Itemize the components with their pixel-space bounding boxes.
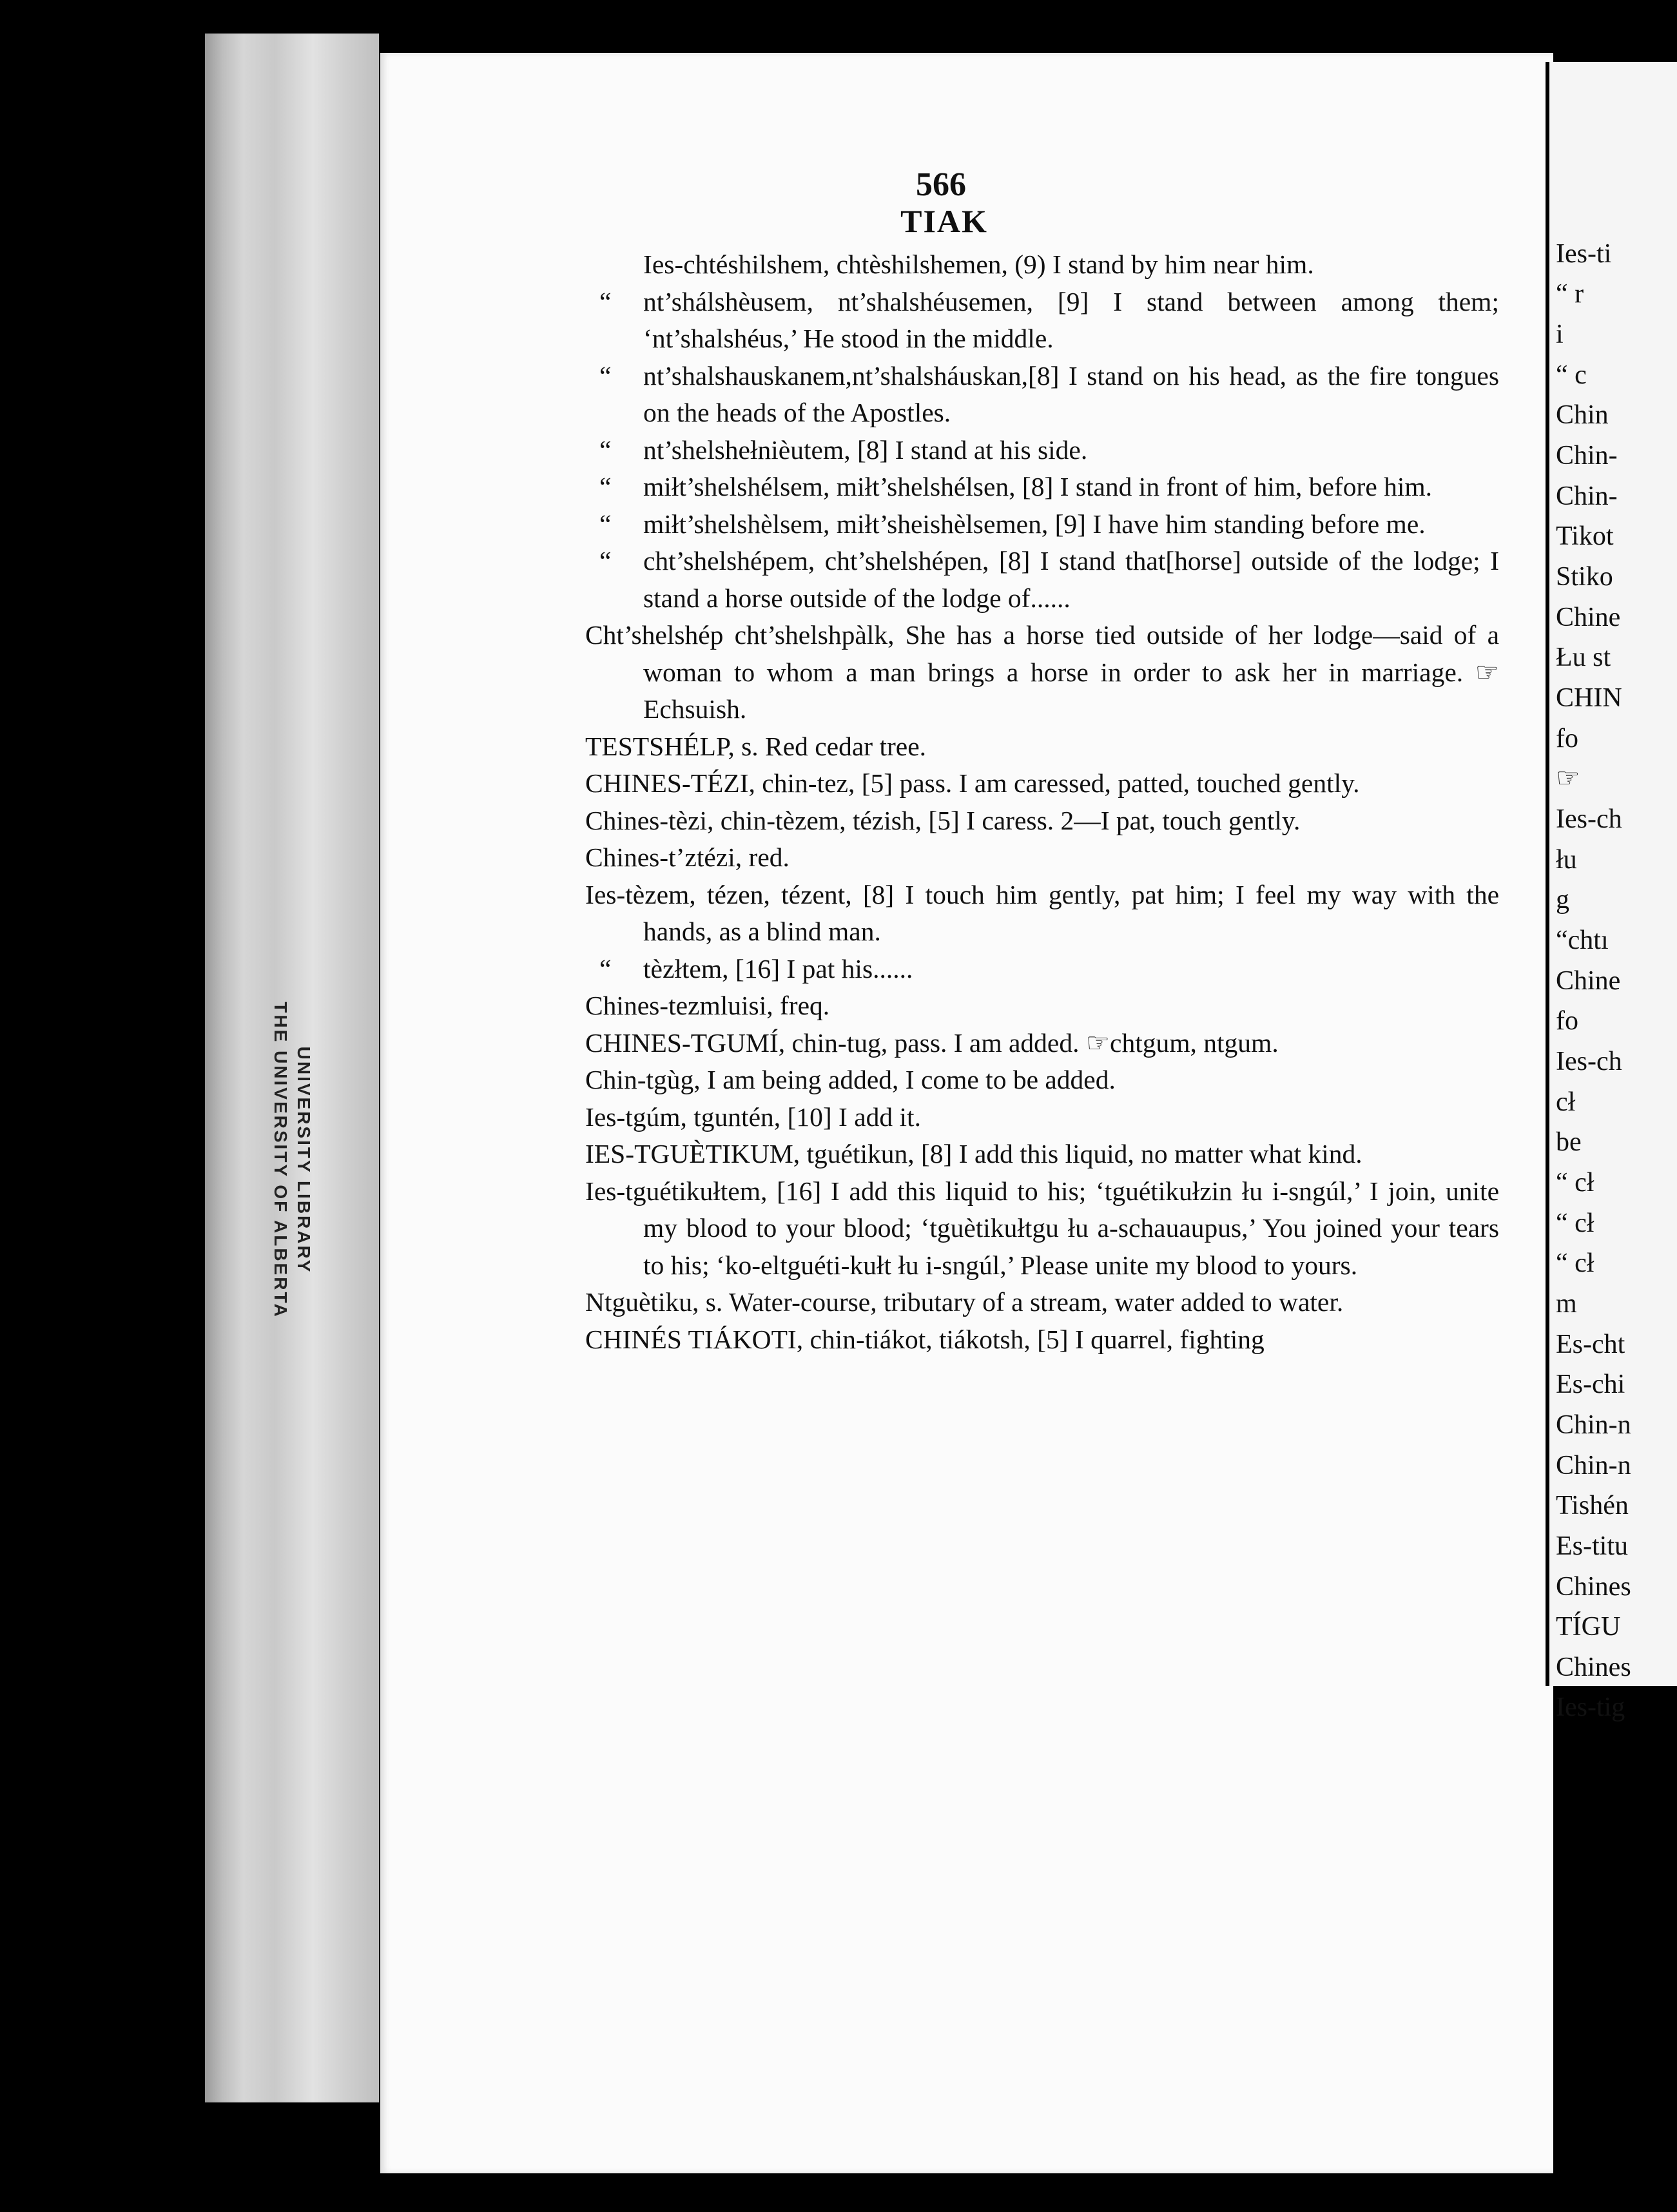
dictionary-entry [585, 1062, 1499, 1099]
entry-text: nt’shelshełnièutem, [8] I stand at his side. [643, 434, 1088, 465]
facing-page-text: Ies-ti [1556, 239, 1612, 269]
dictionary-entry [585, 728, 1499, 766]
facing-page-text: Stiko [1556, 562, 1613, 592]
entry-text: Ies-chtéshilshem, chtèshilshemen, (9) I stand by him near him. [643, 249, 1314, 279]
facing-page-text: Chin- [1556, 441, 1618, 471]
dictionary-entry [585, 617, 1499, 728]
facing-page-text: Chines [1556, 1572, 1631, 1602]
entry-text: Chines-t’ztézi, red. [585, 842, 790, 872]
facing-page-text: Ies-ch [1556, 804, 1622, 834]
entry-text: cht’shelshépem, cht’shelshépen, [8] I stand that[horse] outside of the lodge; I stand a horse outside of the lodge of...... [643, 546, 1499, 613]
entry-text: CHINES-TGUMÍ, chin-tug, pass. I am added. ☞chtgum, ntgum. [585, 1027, 1279, 1058]
facing-page-text: łu [1556, 845, 1577, 875]
dictionary-entry [585, 877, 1499, 951]
facing-page-text: Chine [1556, 603, 1621, 632]
entry-text: TESTSHÉLP, s. Red cedar tree. [585, 731, 927, 761]
entry-text: IES-TGUÈTIKUM, tguétikun, [8] I add this liquid, no matter what kind. [585, 1139, 1362, 1169]
facing-page-text: Tikot [1556, 521, 1614, 551]
ditto-mark: “ [599, 509, 612, 539]
facing-page-text: Es-titu [1556, 1531, 1628, 1561]
dictionary-entry [585, 765, 1499, 802]
facing-page-fragment [1546, 62, 1677, 1722]
facing-page-text: “chtı [1556, 926, 1609, 955]
dictionary-entry [585, 246, 1499, 284]
ditto-mark: “ [599, 953, 612, 984]
running-head: TIAK [900, 203, 988, 239]
dictionary-entry [585, 802, 1499, 840]
dictionary-entry [585, 1321, 1499, 1359]
dictionary-entry [585, 284, 1499, 358]
dictionary-entry [585, 951, 1499, 988]
facing-page-text: TÍGU [1556, 1612, 1621, 1642]
dictionary-entry [585, 1099, 1499, 1136]
facing-page-text: Łu st [1556, 643, 1611, 672]
entry-text: Ies-tèzem, tézen, tézent, [8] I touch him gently, pat him; I feel my way with the hands, as a blind man. [585, 879, 1499, 946]
entry-text: nt’shalshauskanem,nt’shalsháuskan,[8] I stand on his head, as the fire tongues on the heads of the Apostles. [643, 360, 1499, 427]
facing-page-text: Chin-n [1556, 1451, 1631, 1480]
dictionary-entry [585, 506, 1499, 543]
facing-page-text: Chin- [1556, 481, 1618, 511]
dictionary-entry [585, 1025, 1499, 1062]
entry-text: nt’shálshèusem, nt’shalshéusemen, [9] I stand between among them; ‘nt’shalshéus,’ He stood in the middle. [643, 286, 1499, 353]
entry-text: CHINES-TÉZI, chin-tez, [5] pass. I am caressed, patted, touched gently. [585, 768, 1360, 798]
entry-text: Ies-tgúm, tguntén, [10] I add it. [585, 1101, 921, 1132]
facing-page-text: Ies-tig [1556, 1693, 1625, 1722]
library-stamp [263, 928, 321, 1392]
facing-page-text: be [1556, 1127, 1582, 1157]
dictionary-entry [585, 839, 1499, 877]
facing-page-text: “ cł [1556, 1208, 1595, 1238]
entry-text: Chin-tgùg, I am being added, I come to be added. [585, 1065, 1116, 1094]
facing-page-text: “ c [1556, 360, 1587, 390]
entry-text: tèzłtem, [16] I pat his...... [643, 953, 913, 984]
dictionary-entry [585, 1136, 1499, 1173]
facing-page-text: Chin [1556, 400, 1609, 430]
ditto-mark: “ [599, 472, 612, 501]
entry-text: miłt’shelshèlsem, miłt’sheishèlsemen, [9] I have him standing before me. [643, 509, 1426, 539]
entry-list [585, 246, 1499, 1358]
dictionary-entry [585, 1284, 1499, 1321]
facing-page-text: g [1556, 885, 1569, 915]
entry-text: Ies-tguétikułtem, [16] I add this liquid to his; ‘tguétikułzin łu i-sngúl,’ I join, unite my blood to your blood; ‘tguètikułtgu łu a-schauaupus,’ You joined your tears to his; ‘ko-eltguéti-kułt łu i-sngúl,’ Please unite my blood to yours. [585, 1176, 1499, 1280]
facing-page-text: m [1556, 1289, 1577, 1319]
facing-page-text: CHIN [1556, 683, 1622, 713]
facing-page-text: “ cł [1556, 1168, 1595, 1198]
entry-text: miłt’shelshélsem, miłt’shelshélsen, [8] I stand in front of him, before him. [643, 472, 1433, 501]
facing-page-text: Chin-n [1556, 1410, 1631, 1440]
dictionary-entry [585, 1173, 1499, 1285]
stamp-line-1: UNIVERSITY LIBRARY [294, 1046, 314, 1274]
facing-page-text: Chine [1556, 966, 1621, 996]
entry-text: Chines-tèzi, chin-tèzem, tézish, [5] I caress. 2—I pat, touch gently. [585, 805, 1301, 835]
facing-page-text: fo [1556, 1006, 1578, 1036]
page-number: 566 [916, 166, 966, 203]
facing-page-text: Es-chi [1556, 1370, 1625, 1399]
ditto-mark: “ [599, 360, 612, 391]
facing-page-text: i [1556, 320, 1564, 349]
dictionary-entry [585, 432, 1499, 469]
dictionary-entry [585, 987, 1499, 1025]
stamp-line-2: THE UNIVERSITY OF ALBERTA [271, 1002, 291, 1319]
dictionary-entry [585, 543, 1499, 617]
entry-text: Chines-tezmluisi, freq. [585, 991, 830, 1020]
entry-text: Cht’shelshép cht’shelshpàlk, She has a horse tied outside of her lodge—said of a woman to whom a man brings a horse in order to ask her in marriage. ☞Echsuish. [585, 620, 1499, 724]
ditto-mark: “ [599, 286, 612, 316]
facing-page-text: Chines [1556, 1653, 1631, 1682]
entry-text: Ntguètiku, s. Water-course, tributary of a stream, water added to water. [585, 1287, 1344, 1317]
dictionary-page [380, 53, 1553, 2173]
facing-page-text: Es-cht [1556, 1330, 1625, 1359]
facing-page-text: “ r [1556, 279, 1584, 309]
dictionary-entry [585, 469, 1499, 506]
ditto-mark: “ [599, 434, 612, 465]
facing-page-text: cł [1556, 1087, 1576, 1117]
facing-page-text: fo [1556, 724, 1578, 753]
facing-page-text: Tishén [1556, 1491, 1629, 1520]
facing-page-text: “ cł [1556, 1248, 1595, 1278]
facing-page-text: Ies-ch [1556, 1047, 1622, 1076]
facing-page-text: ☞ [1556, 764, 1580, 793]
ditto-mark: “ [599, 546, 612, 576]
entry-text: CHINÉS TIÁKOTI, chin-tiákot, tiákotsh, [5] I quarrel, fighting [585, 1324, 1265, 1354]
dictionary-entry [585, 358, 1499, 432]
